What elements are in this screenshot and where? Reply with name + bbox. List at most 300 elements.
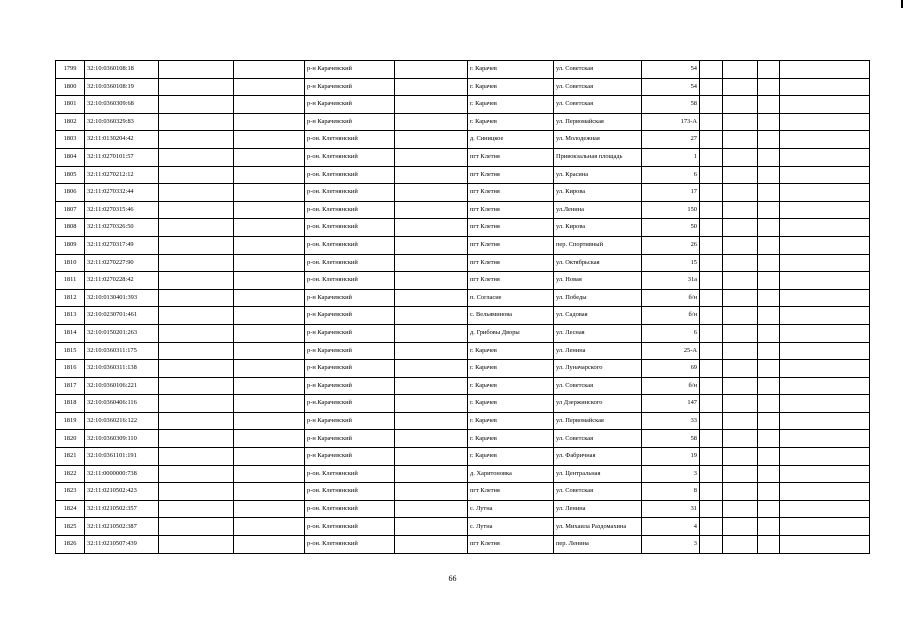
cadastral-number-cell: 32:11:0270212:12 — [85, 166, 159, 184]
empty-cell — [234, 377, 305, 395]
empty-cell — [234, 518, 305, 536]
locality-cell: д. Грибовы Дворы — [468, 324, 554, 342]
empty-cell — [234, 500, 305, 518]
table-row — [56, 536, 870, 554]
empty-cell — [723, 412, 758, 430]
house-number-cell: 3 — [642, 536, 700, 554]
empty-cell — [758, 342, 780, 360]
row-number-cell: 1806 — [56, 184, 85, 202]
street-cell: ул. Фабричная — [554, 448, 642, 466]
locality-cell: пгт Клетня — [468, 201, 554, 219]
empty-cell — [700, 518, 723, 536]
street-cell: ул. Советская — [554, 483, 642, 501]
table-row — [56, 342, 870, 360]
locality-cell: пгт Клетня — [468, 272, 554, 290]
row-number-cell: 1800 — [56, 78, 85, 96]
empty-cell — [159, 254, 234, 272]
street-cell: ул.Ленина — [554, 201, 642, 219]
street-cell: пер. Ленина — [554, 536, 642, 554]
table-row — [56, 430, 870, 448]
house-number-cell: 31 — [642, 500, 700, 518]
empty-cell — [234, 96, 305, 114]
empty-cell — [723, 289, 758, 307]
locality-cell: г. Карачев — [468, 61, 554, 79]
empty-cell — [780, 377, 870, 395]
table-row — [56, 272, 870, 290]
cadastral-number-cell: 32:11:0210502:357 — [85, 500, 159, 518]
table-row — [56, 113, 870, 131]
empty-cell — [758, 254, 780, 272]
empty-cell — [395, 483, 468, 501]
empty-cell — [780, 500, 870, 518]
empty-cell — [758, 272, 780, 290]
empty-cell — [395, 96, 468, 114]
cadastral-number-cell: 32:11:0270228:42 — [85, 272, 159, 290]
locality-cell: с. Лутна — [468, 500, 554, 518]
district-cell: р-он. Клетнянский — [305, 219, 395, 237]
district-cell: р-он. Клетнянский — [305, 254, 395, 272]
empty-cell — [234, 448, 305, 466]
empty-cell — [159, 377, 234, 395]
table-row — [56, 483, 870, 501]
row-number-cell: 1813 — [56, 307, 85, 325]
empty-cell — [395, 78, 468, 96]
cadastral-number-cell: 32:10:0360108:19 — [85, 78, 159, 96]
empty-cell — [780, 113, 870, 131]
empty-cell — [780, 465, 870, 483]
empty-cell — [700, 342, 723, 360]
empty-cell — [395, 342, 468, 360]
district-cell: р-он. Клетнянский — [305, 536, 395, 554]
empty-cell — [700, 166, 723, 184]
empty-cell — [700, 448, 723, 466]
cadastral-number-cell: 32:11:0270315:46 — [85, 201, 159, 219]
empty-cell — [723, 148, 758, 166]
empty-cell — [700, 96, 723, 114]
table-row — [56, 219, 870, 237]
table-row — [56, 236, 870, 254]
row-number-cell: 1805 — [56, 166, 85, 184]
district-cell: р-он. Клетнянский — [305, 131, 395, 149]
empty-cell — [395, 113, 468, 131]
table-row — [56, 131, 870, 149]
empty-cell — [159, 184, 234, 202]
house-number-cell: 69 — [642, 360, 700, 378]
empty-cell — [700, 272, 723, 290]
table-body — [56, 61, 870, 554]
district-cell: р-н Карачевский — [305, 307, 395, 325]
empty-cell — [395, 377, 468, 395]
empty-cell — [780, 219, 870, 237]
cadastral-number-cell: 32:10:0360108:18 — [85, 61, 159, 79]
empty-cell — [758, 395, 780, 413]
street-cell: ул. Кирова — [554, 219, 642, 237]
street-cell: ул. Первомайская — [554, 412, 642, 430]
house-number-cell: 8 — [642, 483, 700, 501]
house-number-cell: 6 — [642, 166, 700, 184]
empty-cell — [758, 465, 780, 483]
empty-cell — [234, 307, 305, 325]
empty-cell — [758, 289, 780, 307]
empty-cell — [159, 201, 234, 219]
registry-table — [55, 60, 870, 554]
locality-cell: г. Карачев — [468, 448, 554, 466]
empty-cell — [758, 236, 780, 254]
empty-cell — [700, 465, 723, 483]
empty-cell — [700, 131, 723, 149]
empty-cell — [395, 184, 468, 202]
empty-cell — [159, 96, 234, 114]
house-number-cell: 33 — [642, 412, 700, 430]
empty-cell — [758, 536, 780, 554]
district-cell: р-он. Клетнянский — [305, 184, 395, 202]
district-cell: р-н Карачевский — [305, 342, 395, 360]
corner-mark — [901, 0, 903, 8]
empty-cell — [758, 430, 780, 448]
empty-cell — [758, 412, 780, 430]
house-number-cell: 27 — [642, 131, 700, 149]
empty-cell — [780, 148, 870, 166]
row-number-cell: 1821 — [56, 448, 85, 466]
empty-cell — [723, 324, 758, 342]
empty-cell — [700, 430, 723, 448]
street-cell: ул. Ленина — [554, 342, 642, 360]
empty-cell — [234, 78, 305, 96]
house-number-cell: 58 — [642, 430, 700, 448]
empty-cell — [780, 536, 870, 554]
empty-cell — [395, 500, 468, 518]
row-number-cell: 1820 — [56, 430, 85, 448]
empty-cell — [780, 201, 870, 219]
row-number-cell: 1824 — [56, 500, 85, 518]
empty-cell — [395, 289, 468, 307]
locality-cell: г. Карачев — [468, 360, 554, 378]
cadastral-number-cell: 32:10:0130401:393 — [85, 289, 159, 307]
empty-cell — [723, 254, 758, 272]
empty-cell — [700, 201, 723, 219]
empty-cell — [159, 272, 234, 290]
empty-cell — [758, 307, 780, 325]
empty-cell — [758, 131, 780, 149]
empty-cell — [780, 324, 870, 342]
empty-cell — [234, 483, 305, 501]
empty-cell — [723, 536, 758, 554]
district-cell: р-н Карачевский — [305, 377, 395, 395]
empty-cell — [395, 236, 468, 254]
locality-cell: пгт Клетня — [468, 219, 554, 237]
empty-cell — [159, 219, 234, 237]
empty-cell — [780, 254, 870, 272]
empty-cell — [395, 219, 468, 237]
district-cell: р-он. Клетнянский — [305, 483, 395, 501]
cadastral-number-cell: 32:11:0130204:42 — [85, 131, 159, 149]
table-row — [56, 500, 870, 518]
empty-cell — [780, 166, 870, 184]
empty-cell — [234, 289, 305, 307]
district-cell: р-н Карачевский — [305, 96, 395, 114]
house-number-cell: б/н — [642, 377, 700, 395]
empty-cell — [780, 96, 870, 114]
empty-cell — [700, 254, 723, 272]
table-row — [56, 465, 870, 483]
row-number-cell: 1818 — [56, 395, 85, 413]
row-number-cell: 1814 — [56, 324, 85, 342]
empty-cell — [700, 78, 723, 96]
empty-cell — [234, 412, 305, 430]
empty-cell — [159, 395, 234, 413]
locality-cell: с. Вельяминова — [468, 307, 554, 325]
street-cell: ул. Центральная — [554, 465, 642, 483]
locality-cell: д. Синицкое — [468, 131, 554, 149]
house-number-cell: 17 — [642, 184, 700, 202]
empty-cell — [780, 78, 870, 96]
empty-cell — [780, 483, 870, 501]
empty-cell — [159, 289, 234, 307]
empty-cell — [234, 324, 305, 342]
empty-cell — [700, 184, 723, 202]
table-row — [56, 518, 870, 536]
empty-cell — [758, 219, 780, 237]
row-number-cell: 1817 — [56, 377, 85, 395]
house-number-cell: 173-А — [642, 113, 700, 131]
empty-cell — [758, 324, 780, 342]
district-cell: р-н Карачевский — [305, 360, 395, 378]
empty-cell — [723, 483, 758, 501]
empty-cell — [234, 254, 305, 272]
empty-cell — [395, 272, 468, 290]
empty-cell — [758, 184, 780, 202]
empty-cell — [780, 272, 870, 290]
empty-cell — [159, 113, 234, 131]
street-cell: ул. Молодежная — [554, 131, 642, 149]
table-row — [56, 254, 870, 272]
row-number-cell: 1809 — [56, 236, 85, 254]
cadastral-number-cell: 32:10:0360309:110 — [85, 430, 159, 448]
page-number: 66 — [448, 574, 457, 583]
row-number-cell: 1825 — [56, 518, 85, 536]
empty-cell — [395, 61, 468, 79]
street-cell: ул. Советская — [554, 377, 642, 395]
locality-cell: г. Карачев — [468, 342, 554, 360]
locality-cell: г. Карачев — [468, 96, 554, 114]
empty-cell — [395, 360, 468, 378]
empty-cell — [780, 131, 870, 149]
cadastral-number-cell: 32:10:0360311:175 — [85, 342, 159, 360]
locality-cell: д. Харитоновка — [468, 465, 554, 483]
house-number-cell: б/н — [642, 307, 700, 325]
row-number-cell: 1802 — [56, 113, 85, 131]
cadastral-number-cell: 32:10:0360309:68 — [85, 96, 159, 114]
empty-cell — [159, 483, 234, 501]
empty-cell — [700, 412, 723, 430]
cadastral-number-cell: 32:11:0270227:90 — [85, 254, 159, 272]
empty-cell — [723, 166, 758, 184]
district-cell: р-н Карачевский — [305, 430, 395, 448]
empty-cell — [234, 219, 305, 237]
row-number-cell: 1804 — [56, 148, 85, 166]
district-cell: р-н Карачевский — [305, 289, 395, 307]
cadastral-number-cell: 32:11:0270332:44 — [85, 184, 159, 202]
empty-cell — [234, 184, 305, 202]
district-cell: р-н Карачевский — [305, 113, 395, 131]
empty-cell — [780, 448, 870, 466]
empty-cell — [159, 61, 234, 79]
district-cell: р-н Карачевский — [305, 448, 395, 466]
district-cell: р-он. Клетнянский — [305, 236, 395, 254]
empty-cell — [395, 201, 468, 219]
empty-cell — [700, 236, 723, 254]
empty-cell — [780, 430, 870, 448]
cadastral-number-cell: 32:11:0210502:423 — [85, 483, 159, 501]
district-cell: р-он. Клетнянский — [305, 272, 395, 290]
empty-cell — [234, 430, 305, 448]
locality-cell: пгт Клетня — [468, 184, 554, 202]
locality-cell: г. Карачев — [468, 78, 554, 96]
table-row — [56, 78, 870, 96]
empty-cell — [159, 324, 234, 342]
table-row — [56, 360, 870, 378]
cadastral-number-cell: 32:10:0360216:122 — [85, 412, 159, 430]
empty-cell — [758, 148, 780, 166]
empty-cell — [723, 395, 758, 413]
empty-cell — [780, 184, 870, 202]
street-cell: ул. Красина — [554, 166, 642, 184]
empty-cell — [723, 307, 758, 325]
table-row — [56, 289, 870, 307]
house-number-cell: 150 — [642, 201, 700, 219]
empty-cell — [700, 483, 723, 501]
cadastral-number-cell: 32:10:0361101:191 — [85, 448, 159, 466]
empty-cell — [723, 360, 758, 378]
table-row — [56, 395, 870, 413]
cadastral-number-cell: 32:11:0210507:439 — [85, 536, 159, 554]
house-number-cell: б/н — [642, 289, 700, 307]
district-cell: р-н Карачевский — [305, 61, 395, 79]
row-number-cell: 1822 — [56, 465, 85, 483]
empty-cell — [234, 236, 305, 254]
house-number-cell: 1 — [642, 148, 700, 166]
empty-cell — [758, 518, 780, 536]
empty-cell — [234, 342, 305, 360]
empty-cell — [758, 61, 780, 79]
locality-cell: г. Карачев — [468, 395, 554, 413]
empty-cell — [700, 360, 723, 378]
empty-cell — [780, 289, 870, 307]
empty-cell — [234, 166, 305, 184]
street-cell: ул. Садовая — [554, 307, 642, 325]
street-cell: ул. Советская — [554, 96, 642, 114]
locality-cell: г. Карачев — [468, 113, 554, 131]
empty-cell — [780, 342, 870, 360]
row-number-cell: 1812 — [56, 289, 85, 307]
district-cell: р-н Карачевский — [305, 78, 395, 96]
empty-cell — [395, 131, 468, 149]
table-row — [56, 61, 870, 79]
row-number-cell: 1811 — [56, 272, 85, 290]
empty-cell — [758, 78, 780, 96]
table-row — [56, 324, 870, 342]
empty-cell — [700, 61, 723, 79]
row-number-cell: 1799 — [56, 61, 85, 79]
empty-cell — [159, 131, 234, 149]
table-row — [56, 148, 870, 166]
row-number-cell: 1810 — [56, 254, 85, 272]
table-row — [56, 448, 870, 466]
empty-cell — [723, 465, 758, 483]
house-number-cell: 6 — [642, 324, 700, 342]
house-number-cell: 31а — [642, 272, 700, 290]
street-cell: ул. Кирова — [554, 184, 642, 202]
street-cell: ул. Ленина — [554, 500, 642, 518]
empty-cell — [758, 448, 780, 466]
empty-cell — [234, 536, 305, 554]
empty-cell — [780, 61, 870, 79]
empty-cell — [758, 201, 780, 219]
empty-cell — [780, 518, 870, 536]
empty-cell — [159, 342, 234, 360]
house-number-cell: 50 — [642, 219, 700, 237]
empty-cell — [159, 166, 234, 184]
table-row — [56, 166, 870, 184]
empty-cell — [159, 448, 234, 466]
empty-cell — [395, 307, 468, 325]
empty-cell — [700, 324, 723, 342]
empty-cell — [159, 536, 234, 554]
cadastral-number-cell: 32:10:0360329:83 — [85, 113, 159, 131]
street-cell: пер. Спортивный — [554, 236, 642, 254]
row-number-cell: 1801 — [56, 96, 85, 114]
locality-cell: пгт Клетня — [468, 148, 554, 166]
house-number-cell: 25-А — [642, 342, 700, 360]
cadastral-number-cell: 32:10:0150201:263 — [85, 324, 159, 342]
locality-cell: п. Согласие — [468, 289, 554, 307]
empty-cell — [723, 113, 758, 131]
empty-cell — [234, 131, 305, 149]
locality-cell: г. Карачев — [468, 412, 554, 430]
row-number-cell: 1826 — [56, 536, 85, 554]
house-number-cell: 147 — [642, 395, 700, 413]
table-row — [56, 201, 870, 219]
cadastral-number-cell: 32:11:0270317:49 — [85, 236, 159, 254]
district-cell: р-н Карачевский — [305, 412, 395, 430]
empty-cell — [395, 448, 468, 466]
empty-cell — [395, 148, 468, 166]
empty-cell — [234, 272, 305, 290]
street-cell: ул. Советская — [554, 78, 642, 96]
empty-cell — [723, 96, 758, 114]
empty-cell — [395, 430, 468, 448]
empty-cell — [780, 236, 870, 254]
empty-cell — [159, 148, 234, 166]
empty-cell — [700, 219, 723, 237]
table-row — [56, 412, 870, 430]
cadastral-number-cell: 32:10:0360311:138 — [85, 360, 159, 378]
table-row — [56, 377, 870, 395]
empty-cell — [723, 500, 758, 518]
empty-cell — [700, 536, 723, 554]
empty-cell — [395, 324, 468, 342]
table-row — [56, 184, 870, 202]
empty-cell — [780, 307, 870, 325]
street-cell: ул. Луначарского — [554, 360, 642, 378]
empty-cell — [395, 412, 468, 430]
empty-cell — [234, 201, 305, 219]
row-number-cell: 1819 — [56, 412, 85, 430]
empty-cell — [723, 131, 758, 149]
empty-cell — [159, 236, 234, 254]
empty-cell — [758, 113, 780, 131]
locality-cell: пгт Клетня — [468, 483, 554, 501]
